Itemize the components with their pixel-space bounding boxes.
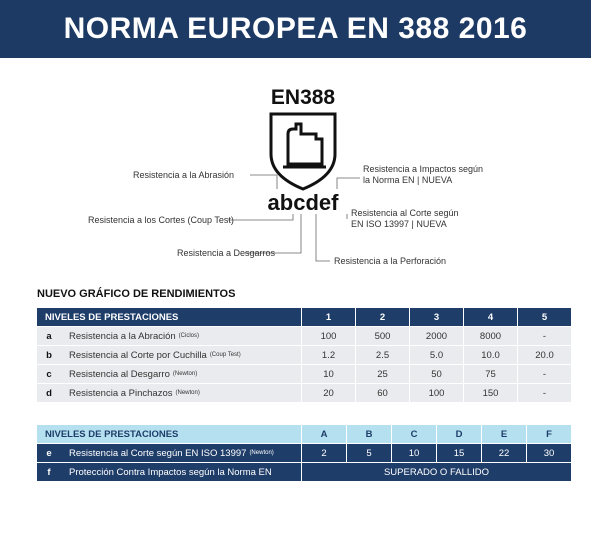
- value-cell: -: [518, 365, 571, 383]
- page-title: NORMA EUROPEA EN 388 2016: [0, 0, 591, 58]
- row-letter: f: [47, 466, 51, 478]
- table-row: [37, 327, 571, 345]
- value-cell: 22: [482, 444, 526, 462]
- value-cell: 10: [392, 444, 436, 462]
- level-header: D: [437, 425, 481, 443]
- level-header: 2: [356, 308, 409, 326]
- en388-diagram-graphics: [0, 58, 591, 288]
- value-cell: 500: [356, 327, 409, 345]
- abcdef-code: abcdef: [267, 190, 339, 215]
- shield-hand-icon: [271, 114, 335, 189]
- level-header: C: [392, 425, 436, 443]
- label-impact-1: Resistencia a Impactos según: [363, 164, 484, 174]
- row-desc: Resistencia a la Abración: [69, 330, 176, 342]
- row-desc: Resistencia al Corte según EN ISO 13997: [69, 447, 247, 459]
- row-label-cell: [37, 365, 301, 383]
- label-cut-iso-2: EN ISO 13997 | NUEVA: [351, 219, 447, 229]
- label-impact-2: la Norma EN | NUEVA: [363, 175, 453, 185]
- value-cell: 2: [302, 444, 346, 462]
- table-row: [37, 463, 571, 481]
- level-header: F: [527, 425, 571, 443]
- pass-fail-cell: SUPERADO O FALLIDO: [302, 463, 571, 481]
- table-row: [37, 365, 571, 383]
- value-cell: 100: [410, 384, 463, 402]
- table-row: [37, 444, 571, 462]
- row-desc: Resistencia a Pinchazos: [69, 387, 173, 399]
- section-title: NUEVO GRÁFICO DE RENDIMIENTOS: [37, 288, 236, 300]
- value-cell: 2.5: [356, 346, 409, 364]
- level-header: 4: [464, 308, 517, 326]
- label-cut-iso-1: Resistencia al Corte según: [351, 208, 459, 218]
- performance-table-1: [36, 307, 572, 403]
- value-cell: 2000: [410, 327, 463, 345]
- table-header: [37, 425, 571, 443]
- value-cell: 150: [464, 384, 517, 402]
- row-label-cell: [37, 384, 301, 402]
- performance-table-2: [36, 424, 572, 482]
- en388-diagram: [0, 58, 591, 288]
- table-header: [37, 308, 571, 326]
- header-label: NIVELES DE PRESTACIONES: [37, 425, 301, 443]
- value-cell: -: [518, 384, 571, 402]
- value-cell: 20.0: [518, 346, 571, 364]
- level-header: B: [347, 425, 391, 443]
- row-unit: (Newton): [172, 371, 198, 377]
- value-cell: 30: [527, 444, 571, 462]
- value-cell: 50: [410, 365, 463, 383]
- row-desc: Protección Contra Impactos según la Norma EN: [69, 466, 272, 478]
- row-label-cell: [37, 444, 301, 462]
- table-row: [37, 346, 571, 364]
- label-cut-coup: Resistencia a los Cortes (Coup Test): [88, 215, 234, 225]
- value-cell: 75: [464, 365, 517, 383]
- en388-label: EN388: [270, 86, 336, 109]
- value-cell: 15: [437, 444, 481, 462]
- value-cell: 25: [356, 365, 409, 383]
- level-header: E: [482, 425, 526, 443]
- level-header: A: [302, 425, 346, 443]
- level-header: 3: [410, 308, 463, 326]
- row-desc: Resistencia al Corte por Cuchilla: [69, 349, 207, 361]
- value-cell: 60: [356, 384, 409, 402]
- label-tear: Resistencia a Desgarros: [177, 248, 276, 258]
- row-letter: b: [46, 349, 52, 361]
- row-letter: c: [46, 368, 52, 380]
- row-unit: (Newton): [249, 450, 274, 456]
- label-abrasion: Resistencia a la Abrasión: [133, 170, 235, 180]
- row-unit: (Newton): [175, 390, 200, 396]
- row-letter: a: [46, 330, 52, 342]
- value-cell: 20: [302, 384, 355, 402]
- value-cell: 5.0: [410, 346, 463, 364]
- row-label-cell: [37, 463, 301, 481]
- value-cell: 100: [302, 327, 355, 345]
- value-cell: 10.0: [464, 346, 517, 364]
- level-header: 1: [302, 308, 355, 326]
- row-letter: d: [46, 387, 52, 399]
- value-cell: -: [518, 327, 571, 345]
- row-unit: (Ciclos): [178, 333, 200, 339]
- row-label-cell: [37, 327, 301, 345]
- row-unit: (Coup Test): [209, 352, 241, 358]
- table-row: [37, 384, 571, 402]
- value-cell: 10: [302, 365, 355, 383]
- label-puncture: Resistencia a la Perforación: [334, 256, 447, 266]
- level-header: 5: [518, 308, 571, 326]
- row-letter: e: [46, 447, 52, 459]
- row-label-cell: [37, 346, 301, 364]
- value-cell: 5: [347, 444, 391, 462]
- header-label: NIVELES DE PRESTACIONES: [37, 308, 301, 326]
- row-desc: Resistencia al Desgarro: [69, 368, 170, 380]
- value-cell: 8000: [464, 327, 517, 345]
- value-cell: 1.2: [302, 346, 355, 364]
